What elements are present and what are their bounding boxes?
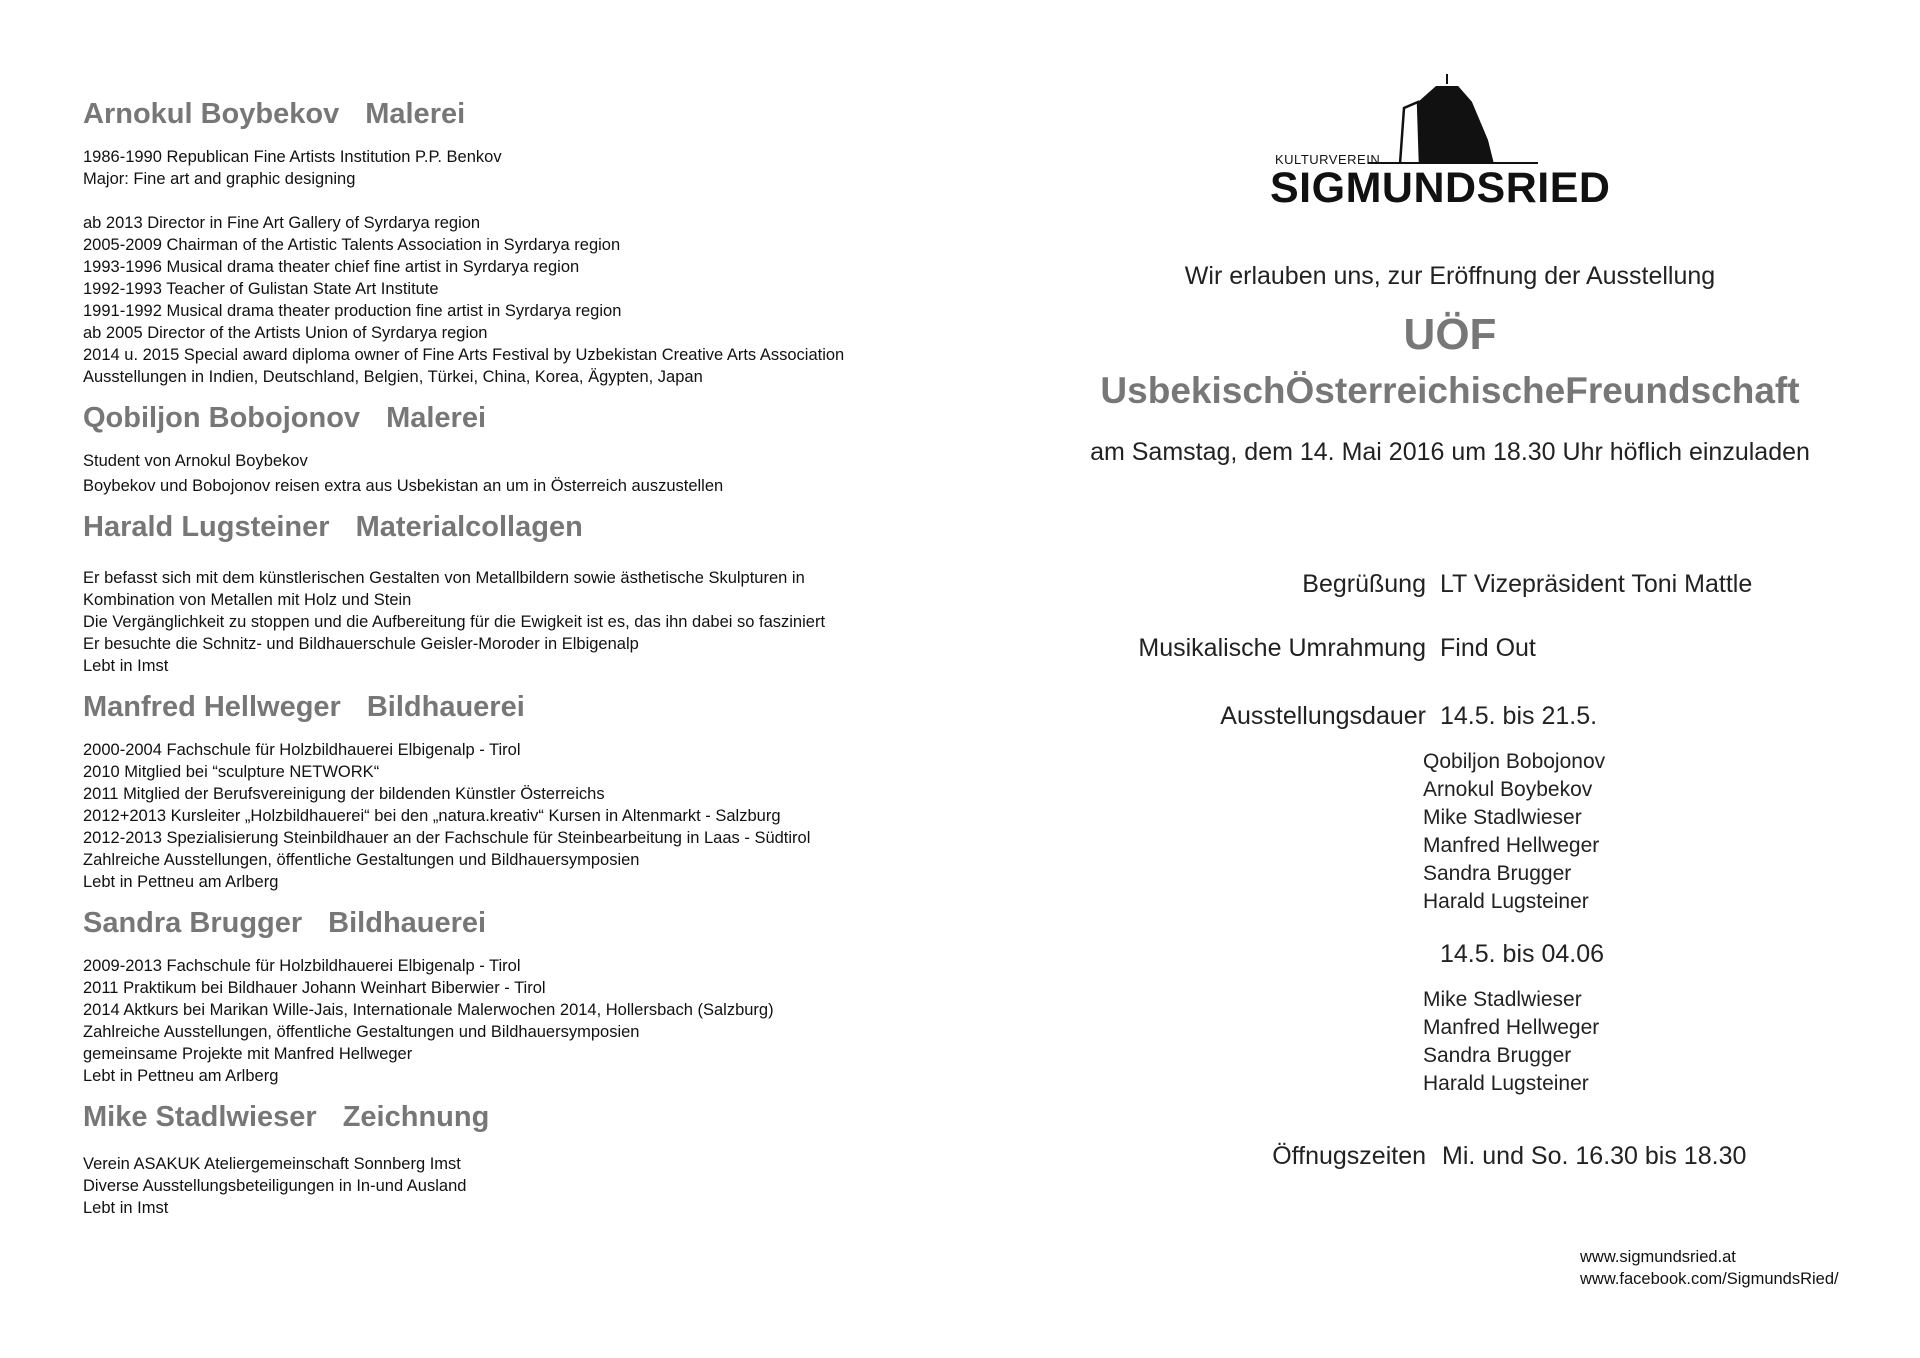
program-label: Musikalische Umrahmung	[1138, 634, 1426, 662]
list-item: Sandra Brugger	[1423, 862, 1572, 885]
artist-name: Qobiljon Bobojonov	[83, 402, 361, 434]
artist-discipline: Bildhauerei	[328, 907, 487, 939]
exhibition-acronym: UÖF	[1403, 310, 1497, 359]
website-link[interactable]: www.sigmundsried.at	[1580, 1248, 1736, 1266]
list-item: Mike Stadlwieser	[1423, 988, 1582, 1011]
artist-bio	[83, 739, 943, 893]
period-2-artists	[1423, 986, 1599, 1098]
bio-line: gemeinsame Projekte mit Manfred Hellweger	[83, 1045, 413, 1063]
bio-line: Er besuchte die Schnitz- und Bildhauerschule Geisler-Moroder in Elbigenalp	[83, 635, 639, 653]
list-item: Harald Lugsteiner	[1423, 890, 1589, 913]
period-1: 14.5. bis 21.5.	[1440, 702, 1598, 730]
bio-line: 2000-2004 Fachschule für Holzbildhauerei Elbigenalp - Tirol	[83, 741, 521, 759]
artist-discipline: Malerei	[386, 402, 487, 434]
list-item: Qobiljon Bobojonov	[1423, 750, 1606, 773]
bio-line: Lebt in Pettneu am Arlberg	[83, 873, 279, 891]
artist-heading	[83, 400, 943, 436]
bio-line: Boybekov und Bobojonov reisen extra aus Usbekistan an um in Österreich auszustellen	[83, 477, 724, 495]
footer-links	[1580, 1246, 1839, 1290]
artist-heading	[83, 905, 943, 941]
artist-heading	[83, 509, 943, 545]
invitation-line-1: Wir erlauben uns, zur Eröffnung der Ausstellung	[1184, 262, 1716, 290]
bio-line: 2009-2013 Fachschule für Holzbildhauerei Elbigenalp - Tirol	[83, 957, 521, 975]
bio-line: 2012-2013 Spezialisierung Steinbildhauer an der Fachschule für Steinbearbeitung in Laas - Südtirol	[83, 829, 811, 847]
artist-lugsteiner	[83, 509, 943, 677]
artist-list	[83, 96, 943, 1219]
logo-small-text: KULTURVEREIN	[1275, 152, 1381, 167]
bio-line: 2005-2009 Chairman of the Artistic Talents Association in Syrdarya region	[83, 236, 621, 254]
bio-line: 1991-1992 Musical drama theater production fine artist in Syrdarya region	[83, 302, 622, 320]
list-item: Manfred Hellweger	[1423, 1016, 1600, 1039]
bio-line: Lebt in Imst	[83, 657, 169, 675]
artist-discipline: Materialcollagen	[355, 511, 583, 543]
bio-line: 2014 u. 2015 Special award diploma owner of Fine Arts Festival by Uzbekistan Creative Arts Association	[83, 346, 845, 364]
bio-line: 2011 Praktikum bei Bildhauer Johann Weinhart Biberwier - Tirol	[83, 979, 546, 997]
artist-heading	[83, 689, 943, 725]
artist-hellweger	[83, 689, 943, 893]
list-item: Sandra Brugger	[1423, 1044, 1572, 1067]
logo-big-text: SIGMUNDSRIED	[1270, 164, 1611, 212]
bio-line: Lebt in Imst	[83, 1199, 169, 1217]
bio-line: 1986-1990 Republican Fine Artists Institution P.P. Benkov	[83, 148, 502, 166]
bio-line: Lebt in Pettneu am Arlberg	[83, 1067, 279, 1085]
program-value: LT Vizepräsident Toni Mattle	[1440, 570, 1753, 598]
kulturverein-logo	[1270, 72, 1620, 212]
artist-bio	[83, 146, 943, 388]
list-item: Harald Lugsteiner	[1423, 1072, 1589, 1095]
program-label: Öffnugszeiten	[1272, 1142, 1426, 1170]
bio-spacer	[83, 190, 943, 212]
artist-name: Mike Stadlwieser	[83, 1101, 317, 1133]
period-2: 14.5. bis 04.06	[1440, 940, 1605, 968]
artist-name: Arnokul Boybekov	[83, 98, 340, 130]
bio-line: Kombination von Metallen mit Holz und Stein	[83, 591, 412, 609]
artist-bio	[83, 567, 943, 677]
program-value: Find Out	[1440, 634, 1536, 662]
bio-line: Die Vergänglichkeit zu stoppen und die Aufbereitung für die Ewigkeit ist es, das ihn dabei so fasziniert	[83, 613, 826, 631]
period-1-artists	[1423, 748, 1605, 916]
bio-line: 2011 Mitglied der Berufsvereinigung der bildenden Künstler Österreichs	[83, 785, 605, 803]
list-item: Manfred Hellweger	[1423, 834, 1600, 857]
bio-line: Ausstellungen in Indien, Deutschland, Belgien, Türkei, China, Korea, Ägypten, Japan	[83, 368, 703, 386]
artist-brugger	[83, 905, 943, 1087]
church-tower-icon	[1360, 72, 1540, 164]
artist-heading	[83, 96, 943, 132]
invitation-line-2: am Samstag, dem 14. Mai 2016 um 18.30 Uhr höflich einzuladen	[1090, 438, 1810, 466]
artist-discipline: Malerei	[365, 98, 466, 130]
artist-bio	[83, 450, 943, 497]
list-item: Mike Stadlwieser	[1423, 806, 1582, 829]
bio-line: 2012+2013 Kursleiter „Holzbildhauerei“ bei den „natura.kreativ“ Kursen in Altenmarkt - Salzburg	[83, 807, 781, 825]
bio-line: Diverse Ausstellungsbeteiligungen in In-und Ausland	[83, 1177, 467, 1195]
bio-line: Zahlreiche Ausstellungen, öffentliche Gestaltungen und Bildhauersymposien	[83, 1023, 640, 1041]
artist-discipline: Bildhauerei	[366, 691, 525, 723]
bio-line: 1993-1996 Musical drama theater chief fine artist in Syrdarya region	[83, 258, 580, 276]
bio-line: ab 2005 Director of the Artists Union of Syrdarya region	[83, 324, 488, 342]
artist-discipline: Zeichnung	[342, 1101, 490, 1133]
exhibition-title: UsbekischÖsterreichischeFreundschaft	[1100, 370, 1800, 411]
program-label: Ausstellungsdauer	[1220, 702, 1426, 730]
artist-boybekov	[83, 96, 943, 388]
program-value: Mi. und So. 16.30 bis 18.30	[1442, 1142, 1747, 1170]
bio-line: Zahlreiche Ausstellungen, öffentliche Gestaltungen und Bildhauersymposien	[83, 851, 640, 869]
artist-stadlwieser	[83, 1099, 943, 1219]
artist-name: Manfred Hellweger	[83, 691, 341, 723]
bio-line: ab 2013 Director in Fine Art Gallery of Syrdarya region	[83, 214, 481, 232]
list-item: Arnokul Boybekov	[1423, 778, 1593, 801]
artist-bobojonov	[83, 400, 943, 497]
artist-bio	[83, 1153, 943, 1219]
bio-line: Er befasst sich mit dem künstlerischen Gestalten von Metallbildern sowie ästhetische Skulpturen in	[83, 569, 805, 587]
bio-line: 2014 Aktkurs bei Marikan Wille-Jais, Internationale Malerwochen 2014, Hollersbach (Salzburg)	[83, 1001, 774, 1019]
bio-line: Student von Arnokul Boybekov	[83, 452, 308, 470]
artist-name: Sandra Brugger	[83, 907, 303, 939]
artist-heading	[83, 1099, 943, 1135]
artist-name: Harald Lugsteiner	[83, 511, 330, 543]
bio-line: Major: Fine art and graphic designing	[83, 170, 356, 188]
artist-bio	[83, 955, 943, 1087]
bio-line: 2010 Mitglied bei “sculpture NETWORK“	[83, 763, 380, 781]
facebook-link[interactable]: www.facebook.com/SigmundsRied/	[1580, 1270, 1839, 1288]
bio-line: Verein ASAKUK Ateliergemeinschaft Sonnberg Imst	[83, 1155, 461, 1173]
bio-line: 1992-1993 Teacher of Gulistan State Art Institute	[83, 280, 439, 298]
program-label: Begrüßung	[1302, 570, 1426, 598]
